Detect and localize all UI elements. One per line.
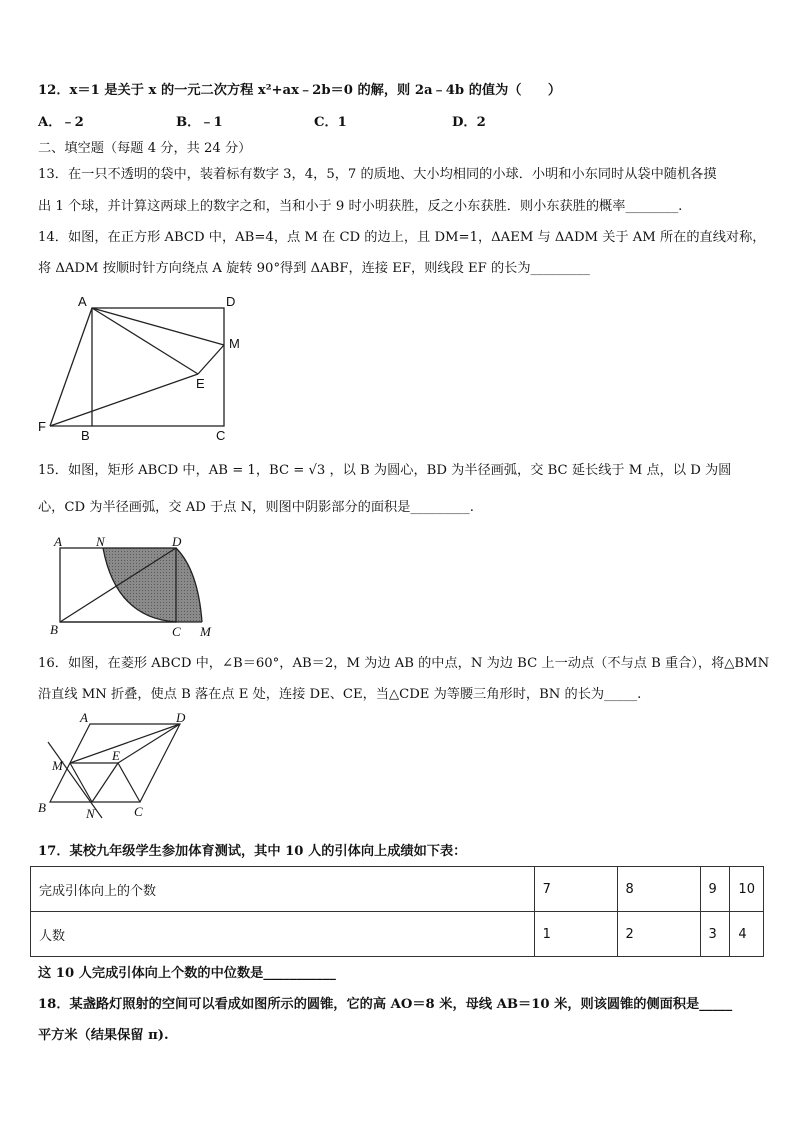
segment-ed xyxy=(118,724,180,763)
q16-line2: 沿直线 MN 折叠，使点 B 落在点 E 处，连接 DE、CE，当△CDE 为等腰三角形时，BN 的长为_____. xyxy=(38,687,642,702)
label-f: F xyxy=(38,419,46,434)
q18-line2: 平方米（结果保留 π). xyxy=(38,1028,169,1043)
label-a: A xyxy=(80,710,88,725)
segment-ae xyxy=(92,308,198,374)
segment-af xyxy=(50,308,92,426)
q16-line1: 16．如图，在菱形 ABCD 中，∠B＝60°，AB＝2，M 为边 AB 的中点，N 为边 BC 上一动点（不与点 B 重合），将△BMN xyxy=(38,656,770,671)
q13-line1: 13．在一只不透明的袋中，装着标有数字 3，4，5，7 的质地、大小均相同的小球．小明和小东同时从袋中随机各摸 xyxy=(38,167,717,182)
label-a: A xyxy=(54,534,62,549)
q15-line2: 心，CD 为半径画弧，交 AD 于点 N，则图中阴影部分的面积是_________. xyxy=(38,500,474,515)
label-c: C xyxy=(134,804,143,819)
score-table xyxy=(30,866,764,957)
segment-en xyxy=(92,763,118,802)
segment-ef xyxy=(50,374,198,426)
q12-stem: 12．x＝1 是关于 x 的一元二次方程 x²+ax﹣2b＝0 的解，则 2a﹣4b 的值为（ ） xyxy=(38,83,562,98)
q17-after: 这 10 人完成引体向上个数的中位数是___________ xyxy=(38,966,336,981)
label-m: M xyxy=(229,336,240,351)
label-n: N xyxy=(96,534,105,549)
label-b: B xyxy=(50,622,58,637)
q17-stem: 17．某校九年级学生参加体育测试，其中 10 人的引体向上成绩如下表： xyxy=(38,844,467,859)
option-b: B．﹣1 xyxy=(176,115,223,130)
table-row xyxy=(31,912,764,957)
q13-line2: 出 1 个球，并计算这两球上的数字之和，当和小于 9 时小明获胜，反之小东获胜．则小东获胜的概率________. xyxy=(38,199,683,214)
table-cell: 3 xyxy=(700,912,730,957)
row-header-people: 人数 xyxy=(31,912,535,957)
table-row xyxy=(31,867,764,912)
segment-ec xyxy=(118,763,140,802)
q14-line2: 将 ΔADM 按顺时针方向绕点 A 旋转 90°得到 ΔABF，连接 EF，则线段 EF 的长为_________ xyxy=(38,261,590,276)
table-cell: 4 xyxy=(730,912,764,957)
label-e: E xyxy=(196,376,205,391)
label-n: N xyxy=(86,806,95,821)
table-cell: 9 xyxy=(700,867,730,912)
label-c: C xyxy=(172,624,181,639)
segment-em xyxy=(198,345,224,374)
q16-figure xyxy=(30,708,200,824)
table-cell: 2 xyxy=(617,912,700,957)
q14-figure xyxy=(30,288,260,446)
q18-line1: 18．某盏路灯照射的空间可以看成如图所示的圆锥，它的高 AO＝8 米，母线 AB＝10 米，则该圆锥的侧面积是_____ xyxy=(38,997,733,1012)
q15-figure xyxy=(40,530,230,642)
q15-line1: 15．如图，矩形 ABCD 中，AB = 1，BC = √3 ，以 B 为圆心，BD 为半径画弧，交 BC 延长线于 M 点，以 D 为圆 xyxy=(38,463,732,478)
section-title: 二、填空题（每题 4 分，共 24 分） xyxy=(38,141,252,156)
label-m: M xyxy=(200,624,211,639)
row-header-count: 完成引体向上的个数 xyxy=(31,867,535,912)
label-e: E xyxy=(112,748,120,763)
label-m: M xyxy=(52,758,63,773)
label-b: B xyxy=(38,800,46,815)
shaded-region-right xyxy=(176,548,202,622)
label-a: A xyxy=(78,294,87,309)
segment-mn xyxy=(70,763,92,802)
option-a: A．﹣2 xyxy=(38,115,84,130)
segment-am xyxy=(92,308,224,345)
label-d: D xyxy=(176,710,186,725)
label-b: B xyxy=(81,428,90,443)
label-c: C xyxy=(216,428,226,443)
q14-line1: 14．如图，在正方形 ABCD 中，AB=4，点 M 在 CD 的边上，且 DM=1，ΔAEM 与 ΔADM 关于 AM 所在的直线对称， xyxy=(38,230,766,245)
option-c: C．1 xyxy=(314,115,347,130)
label-d: D xyxy=(226,294,236,309)
table-cell: 8 xyxy=(617,867,700,912)
option-d: D．2 xyxy=(452,115,486,130)
table-cell: 10 xyxy=(730,867,764,912)
label-d: D xyxy=(172,534,182,549)
table-cell: 7 xyxy=(534,867,617,912)
table-cell: 1 xyxy=(534,912,617,957)
